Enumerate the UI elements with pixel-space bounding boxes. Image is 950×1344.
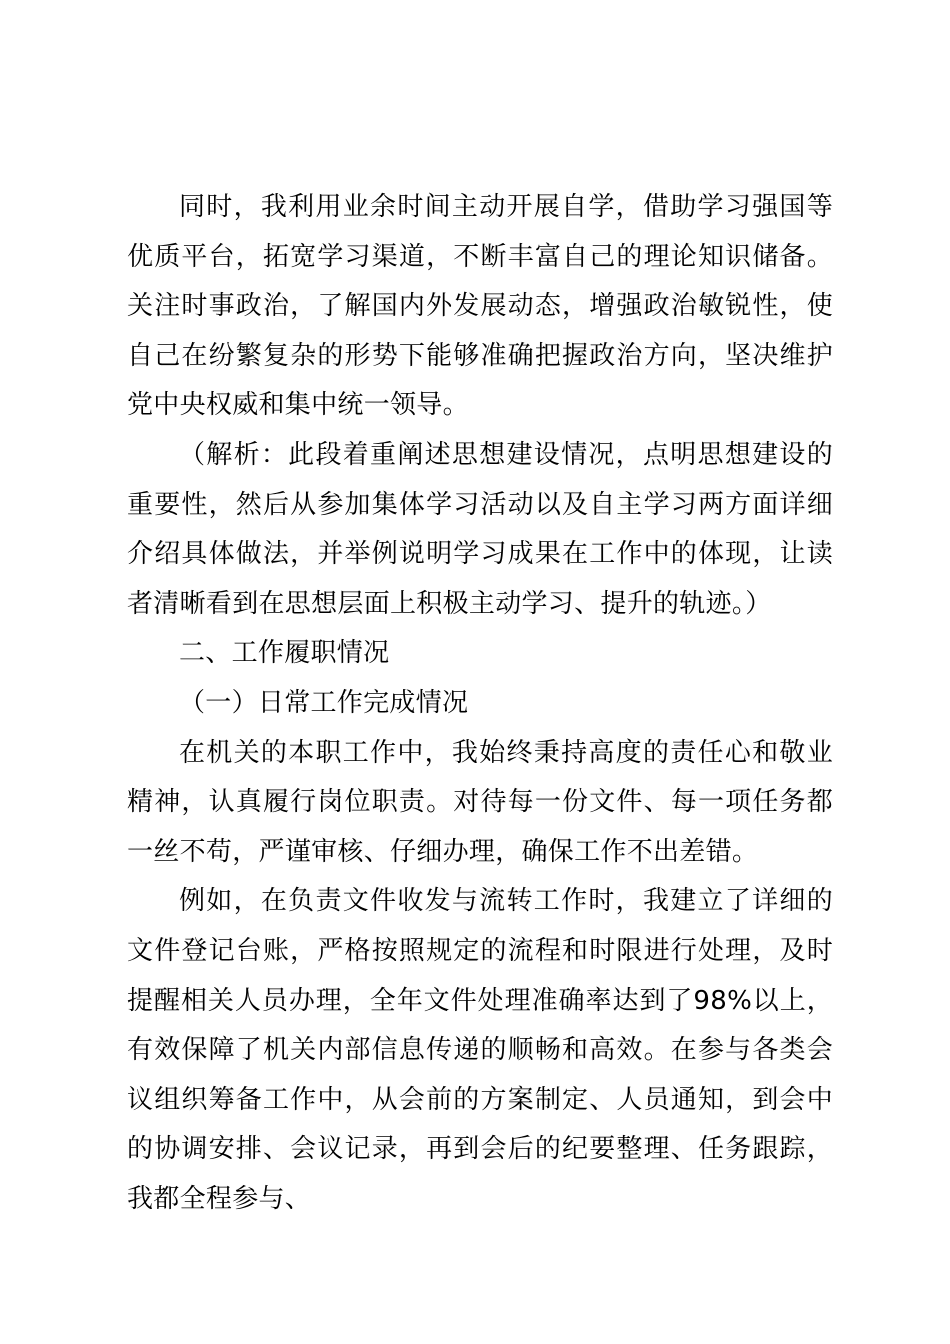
document-page xyxy=(127,183,833,1224)
paragraph-daily-duties: 在机关的本职工作中，我始终秉持高度的责任心和敬业精神，认真履行岗位职责。对待每一份文件、每一项任务都一丝不苟，严谨审核、仔细办理，确保工作不出差错。 xyxy=(127,737,833,867)
paragraph-self-study: 同时，我利用业余时间主动开展自学，借助学习强国等优质平台，拓宽学习渠道，不断丰富自己的理论知识储备。关注时事政治，了解国内外发展动态，增强政治敏锐性，使自己在纷繁复杂的形势下能够准确把握政治方向，坚决维护党中央权威和集中统一领导。 xyxy=(127,192,833,421)
subsection-heading-daily-work: （一）日常工作完成情况 xyxy=(179,687,469,718)
paragraph-analysis-note: （解析：此段着重阐述思想建设情况，点明思想建设的重要性，然后从参加集体学习活动以及自主学习两方面详细介绍具体做法，并举例说明学习成果在工作中的体现，让读者清晰看到在思想层面上积极主动学习、提升的轨迹。） xyxy=(127,439,833,619)
paragraph-examples: 例如，在负责文件收发与流转工作时，我建立了详细的文件登记台账，严格按照规定的流程和时限进行处理，及时提醒相关人员办理，全年文件处理准确率达到了98%以上，有效保障了机关内部信息传递的顺畅和高效。在参与各类会议组织筹备工作中，从会前的方案制定、人员通知，到会中的协调安排、会议记录，再到会后的纪要整理、任务跟踪，我都全程参与、 xyxy=(127,886,833,1214)
section-heading-work-performance: 二、工作履职情况 xyxy=(179,638,390,669)
